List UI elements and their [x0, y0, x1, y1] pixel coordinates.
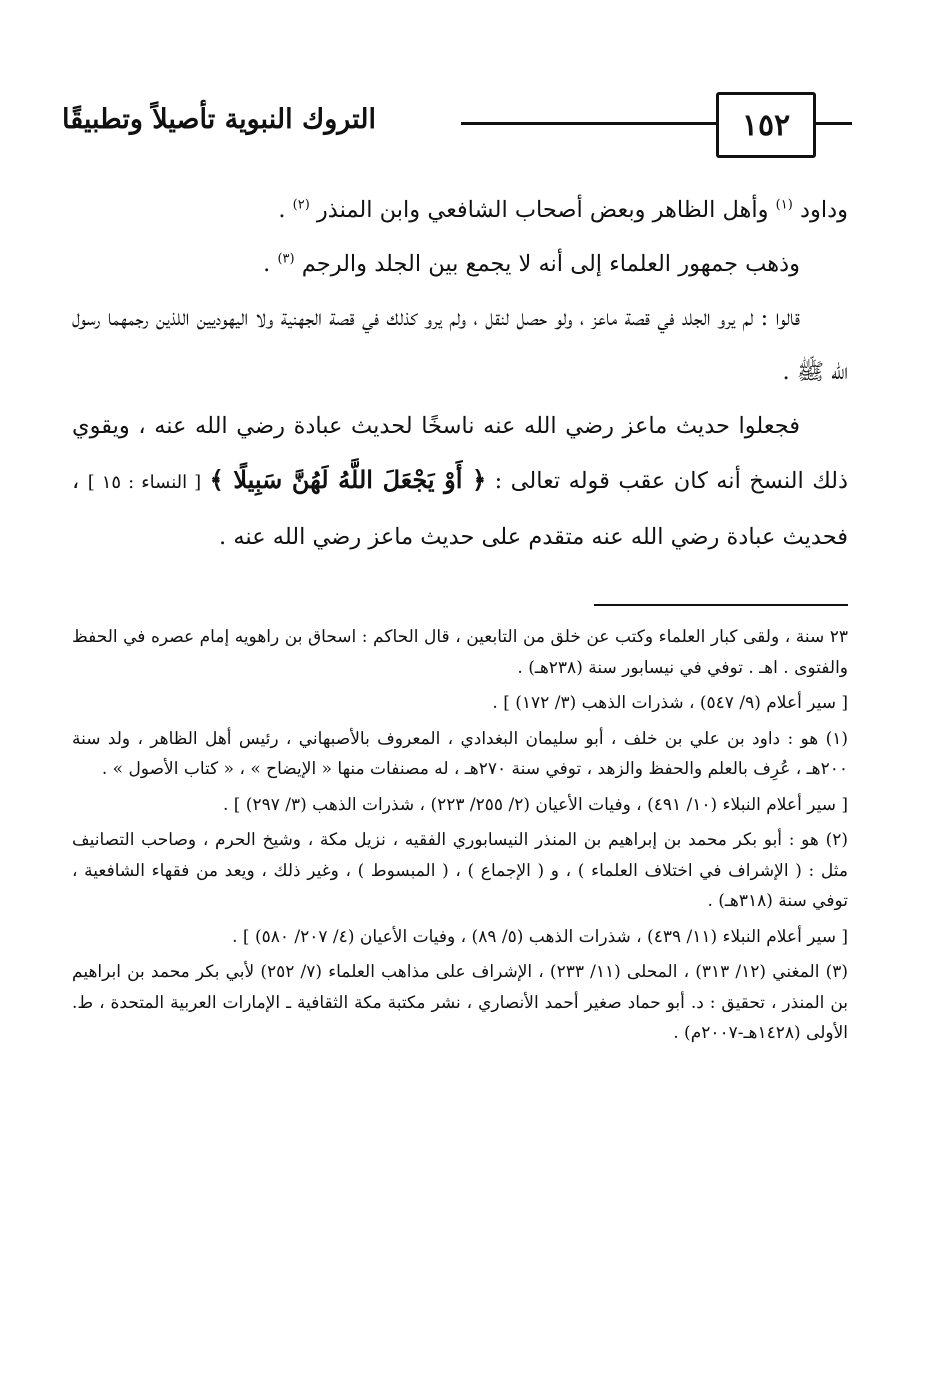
page-header [62, 92, 852, 160]
header-rule-right [816, 122, 852, 125]
paragraph-1-text-b: وأهل الظاهر وبعض أصحاب الشافعي وابن المنذر [316, 197, 769, 223]
footnote-divider [594, 604, 848, 606]
footnote-continued-source: [ سير أعلام (٩/ ٥٤٧) ، شذرات الذهب (٣/ ١٧٢) ] . [492, 693, 848, 713]
footnote-2: (٢) هو : أبو بكر محمد بن إبراهيم بن المنذر النيسابوري الفقيه ، نزيل مكة ، وشيخ الحرم ، وصاحب التصانيف مثل : ( الإشراف في اختلاف العلماء ) ، و ( الإجماع ) ، ( المبسوط ) ، وغير ذلك ، ويعد من فقهاء الشافعية ، توفي سنة (٣١٨هـ) . [72, 830, 848, 911]
quran-verse: ﴿ أَوْ يَجْعَلَ اللَّهُ لَهُنَّ سَبِيلًا ﴾ [209, 465, 487, 494]
paragraph-4-text-a: فجعلوا حديث ماعز رضي الله عنه ناسخًا لحديث عبادة رضي الله عنه ، ويقوي ذلك النسخ أنه كان عقب قوله تعالى : [72, 413, 849, 494]
paragraph-3: قالوا : لم يرو الجلد في قصة ماعز ، ولو حصل لنقل ، ولم يرو كذلك في قصة الجهنية ولا اليهوديين اللذين رجمهما رسول الله ﷺ . [72, 305, 848, 385]
header-rule-middle [461, 122, 719, 125]
page-number: ١٥٢ [716, 92, 816, 158]
paragraph-2-end: . [263, 251, 271, 277]
footnote-ref-1: (١) [775, 197, 793, 213]
footnote-ref-3: (٣) [277, 251, 295, 267]
paragraph-2-text: وذهب جمهور العلماء إلى أنه لا يجمع بين الجلد والرجم [301, 251, 800, 277]
book-title: التروك النبوية تأصيلاً وتطبيقًا [62, 104, 377, 135]
footnote-1-source: [ سير أعلام النبلاء (١٠/ ٤٩١) ، وفيات الأعيان (٢/ ٢٥٥/ ٢٢٣) ، شذرات الذهب (٣/ ٢٩٧) ] . [222, 794, 848, 815]
paragraph-4 [72, 399, 848, 564]
paragraph-4-text-b: ، فحديث عبادة رضي الله عنه متقدم على حديث ماعز رضي الله عنه . [72, 468, 848, 550]
paragraph-2 [72, 237, 848, 291]
verse-reference: [ النساء : ١٥ ] [87, 472, 202, 493]
footnote-3: (٣) المغني (١٢/ ٣١٣) ، المحلى (١١/ ٢٣٣) ، الإشراف على مذاهب العلماء (٧/ ٢٥٢) لأبي بكر محمد بن ابراهيم بن المنذر ، تحقيق : د. أبو حماد صغير أحمد الأنصاري ، نشر مكتبة مكة الثقافية ـ الإمارات العربية المتحدة ، ط. الأولى (١٤٢٨هـ-٢٠٠٧م) . [72, 962, 848, 1043]
footnote-ref-2: (٢) [292, 197, 310, 213]
footnote-2-source: [ سير أعلام النبلاء (١١/ ٤٣٩) ، شذرات الذهب (٥/ ٨٩) ، وفيات الأعيان (٤/ ٢٠٧/ ٥٨٠) ] . [232, 926, 848, 947]
paragraph-1-end: . [278, 197, 286, 223]
footnote-continued: ٢٣ سنة ، ولقى كبار العلماء وكتب عن خلق من التابعين ، قال الحاكم : اسحاق بن راهويه إمام عصره في الحفظ والفتوى . اهـ . توفي في نيسابور سنة (٢٣٨هـ) . [72, 627, 848, 678]
main-text [72, 183, 848, 564]
paragraph-1 [72, 183, 848, 237]
footnotes [72, 622, 848, 1054]
footnote-1: (١) هو : داود بن علي بن خلف ، أبو سليمان البغدادي ، المعروف بالأصبهاني ، رئيس أهل الظاهر ، ولد سنة ٢٠٠هـ ، عُرِف بالعلم والحفظ والزهد ، توفي سنة ٢٧٠هـ ، له مصنفات منها « الإيضاح » ، « كتاب الأصول » . [72, 728, 848, 779]
paragraph-1-text-a: وداود [799, 197, 848, 223]
